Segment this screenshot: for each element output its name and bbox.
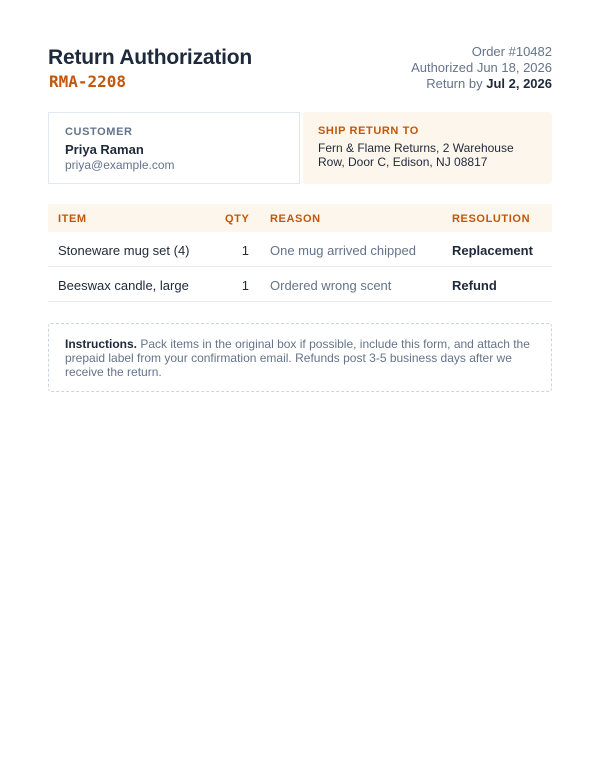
authorized-date: Authorized Jun 18, 2026 [411, 60, 552, 75]
item-qty: 1 [241, 278, 249, 293]
return-authorization-document [48, 44, 552, 379]
rma-number: RMA-2208 [49, 72, 127, 91]
instructions-box [48, 323, 552, 392]
order-meta [411, 44, 552, 92]
return-by [411, 76, 552, 92]
item-qty: 1 [241, 243, 249, 258]
table-row [48, 267, 552, 302]
return-by-label: Return by [426, 76, 483, 91]
customer-name: Priya Raman [65, 142, 144, 157]
customer-card [48, 112, 300, 184]
item-resolution: Replacement [452, 243, 533, 258]
page-title: Return Authorization [48, 46, 253, 69]
return-items-table [48, 204, 552, 302]
ship-to-address: Fern & Flame Returns, 2 Warehouse Row, Door C, Edison, NJ 08817 [318, 141, 514, 169]
item-reason: One mug arrived chipped [270, 243, 416, 258]
ship-to-label: SHIP RETURN TO [318, 125, 419, 137]
header-reason: REASON [270, 213, 321, 225]
header-qty: QTY [225, 213, 250, 225]
return-by-date: Jul 2, 2026 [486, 76, 552, 91]
instructions-text: Pack items in the original box if possible, include this form, and attach the prepaid label from your confirmation email. Refunds post 3-5 business days after we receive the return. [65, 337, 530, 379]
ship-to-card [303, 112, 552, 184]
customer-email: priya@example.com [65, 158, 175, 172]
item-name: Beeswax candle, large [58, 278, 189, 293]
document-header [48, 44, 552, 112]
customer-label: CUSTOMER [65, 126, 133, 138]
info-cards [48, 112, 552, 184]
header-item: ITEM [58, 213, 87, 225]
item-reason: Ordered wrong scent [270, 278, 392, 293]
header-resolution: RESOLUTION [452, 213, 531, 225]
table-header [48, 204, 552, 232]
item-name: Stoneware mug set (4) [58, 243, 190, 258]
item-resolution: Refund [452, 278, 497, 293]
table-row [48, 232, 552, 267]
instructions-lead: Instructions. [65, 337, 138, 351]
order-number: Order #10482 [471, 44, 552, 59]
